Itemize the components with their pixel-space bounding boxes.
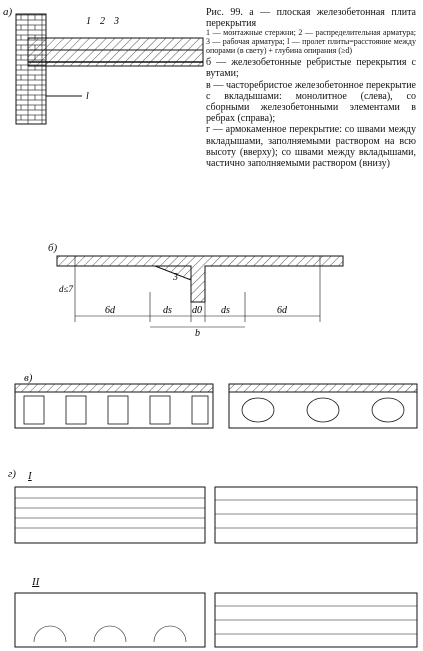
panel-g-row1-label: I bbox=[28, 470, 32, 482]
callout-2: 2 bbox=[100, 16, 105, 27]
panel-v-right-drawing bbox=[228, 382, 418, 432]
caption-g: г — армокаменное перекрытие: со швами между вкладышами, заполняемыми раствором на всю высоту (вверху); со швами между вкладышами, частично заполняемыми раствором (внизу) bbox=[206, 124, 416, 170]
panel-g-row2-right bbox=[214, 592, 418, 648]
panel-b-label: б) bbox=[48, 242, 58, 254]
panel-a-slab-drawing bbox=[0, 0, 205, 130]
panel-g-row1-right bbox=[214, 486, 418, 544]
panel-g-row2-left bbox=[14, 592, 206, 648]
dim-d0: d0 bbox=[192, 305, 202, 316]
caption-a-legend: 1 — монтажные стержни; 2 — распределительная арматура; 3 — рабочая арматура; l — пролет плиты=расстояние между опорами (в свету) + глубина опирания (≥d) bbox=[206, 28, 416, 55]
dim-ds-right: ds bbox=[221, 305, 230, 316]
figure-caption bbox=[206, 7, 416, 169]
dim-ds-left: ds bbox=[163, 305, 172, 316]
caption-b: б — железобетонные ребристые перекрытия с вутами; bbox=[206, 57, 416, 80]
panel-b-ribbed-slab bbox=[55, 252, 345, 337]
caption-a: а — плоская железобетонная плита перекрытия bbox=[206, 7, 416, 30]
dim-6d-left: 6d bbox=[105, 305, 115, 316]
caption-v: в — часторебристое железобетонное перекрытие с вкладышами: монолитное (слева), со сборными железобетонными элементами в ребрах (справа); bbox=[206, 79, 416, 125]
panel-g-label: г) bbox=[8, 468, 16, 480]
rebar-3: 3 bbox=[173, 272, 178, 283]
callout-3: 3 bbox=[114, 16, 119, 27]
panel-g-row1-left bbox=[14, 486, 206, 544]
panel-a-label: а) bbox=[3, 6, 13, 18]
panel-v-label: в) bbox=[24, 372, 33, 384]
callout-1: 1 bbox=[86, 16, 91, 27]
span-label: l bbox=[86, 91, 89, 102]
panel-g-row2-label: II bbox=[32, 576, 40, 588]
dim-6d-right: 6d bbox=[277, 305, 287, 316]
dim-total-b: b bbox=[195, 328, 200, 337]
dim-height: d≤7 bbox=[59, 284, 73, 294]
caption-title: Рис. 99. bbox=[206, 7, 243, 18]
panel-v-left-drawing bbox=[14, 382, 214, 432]
